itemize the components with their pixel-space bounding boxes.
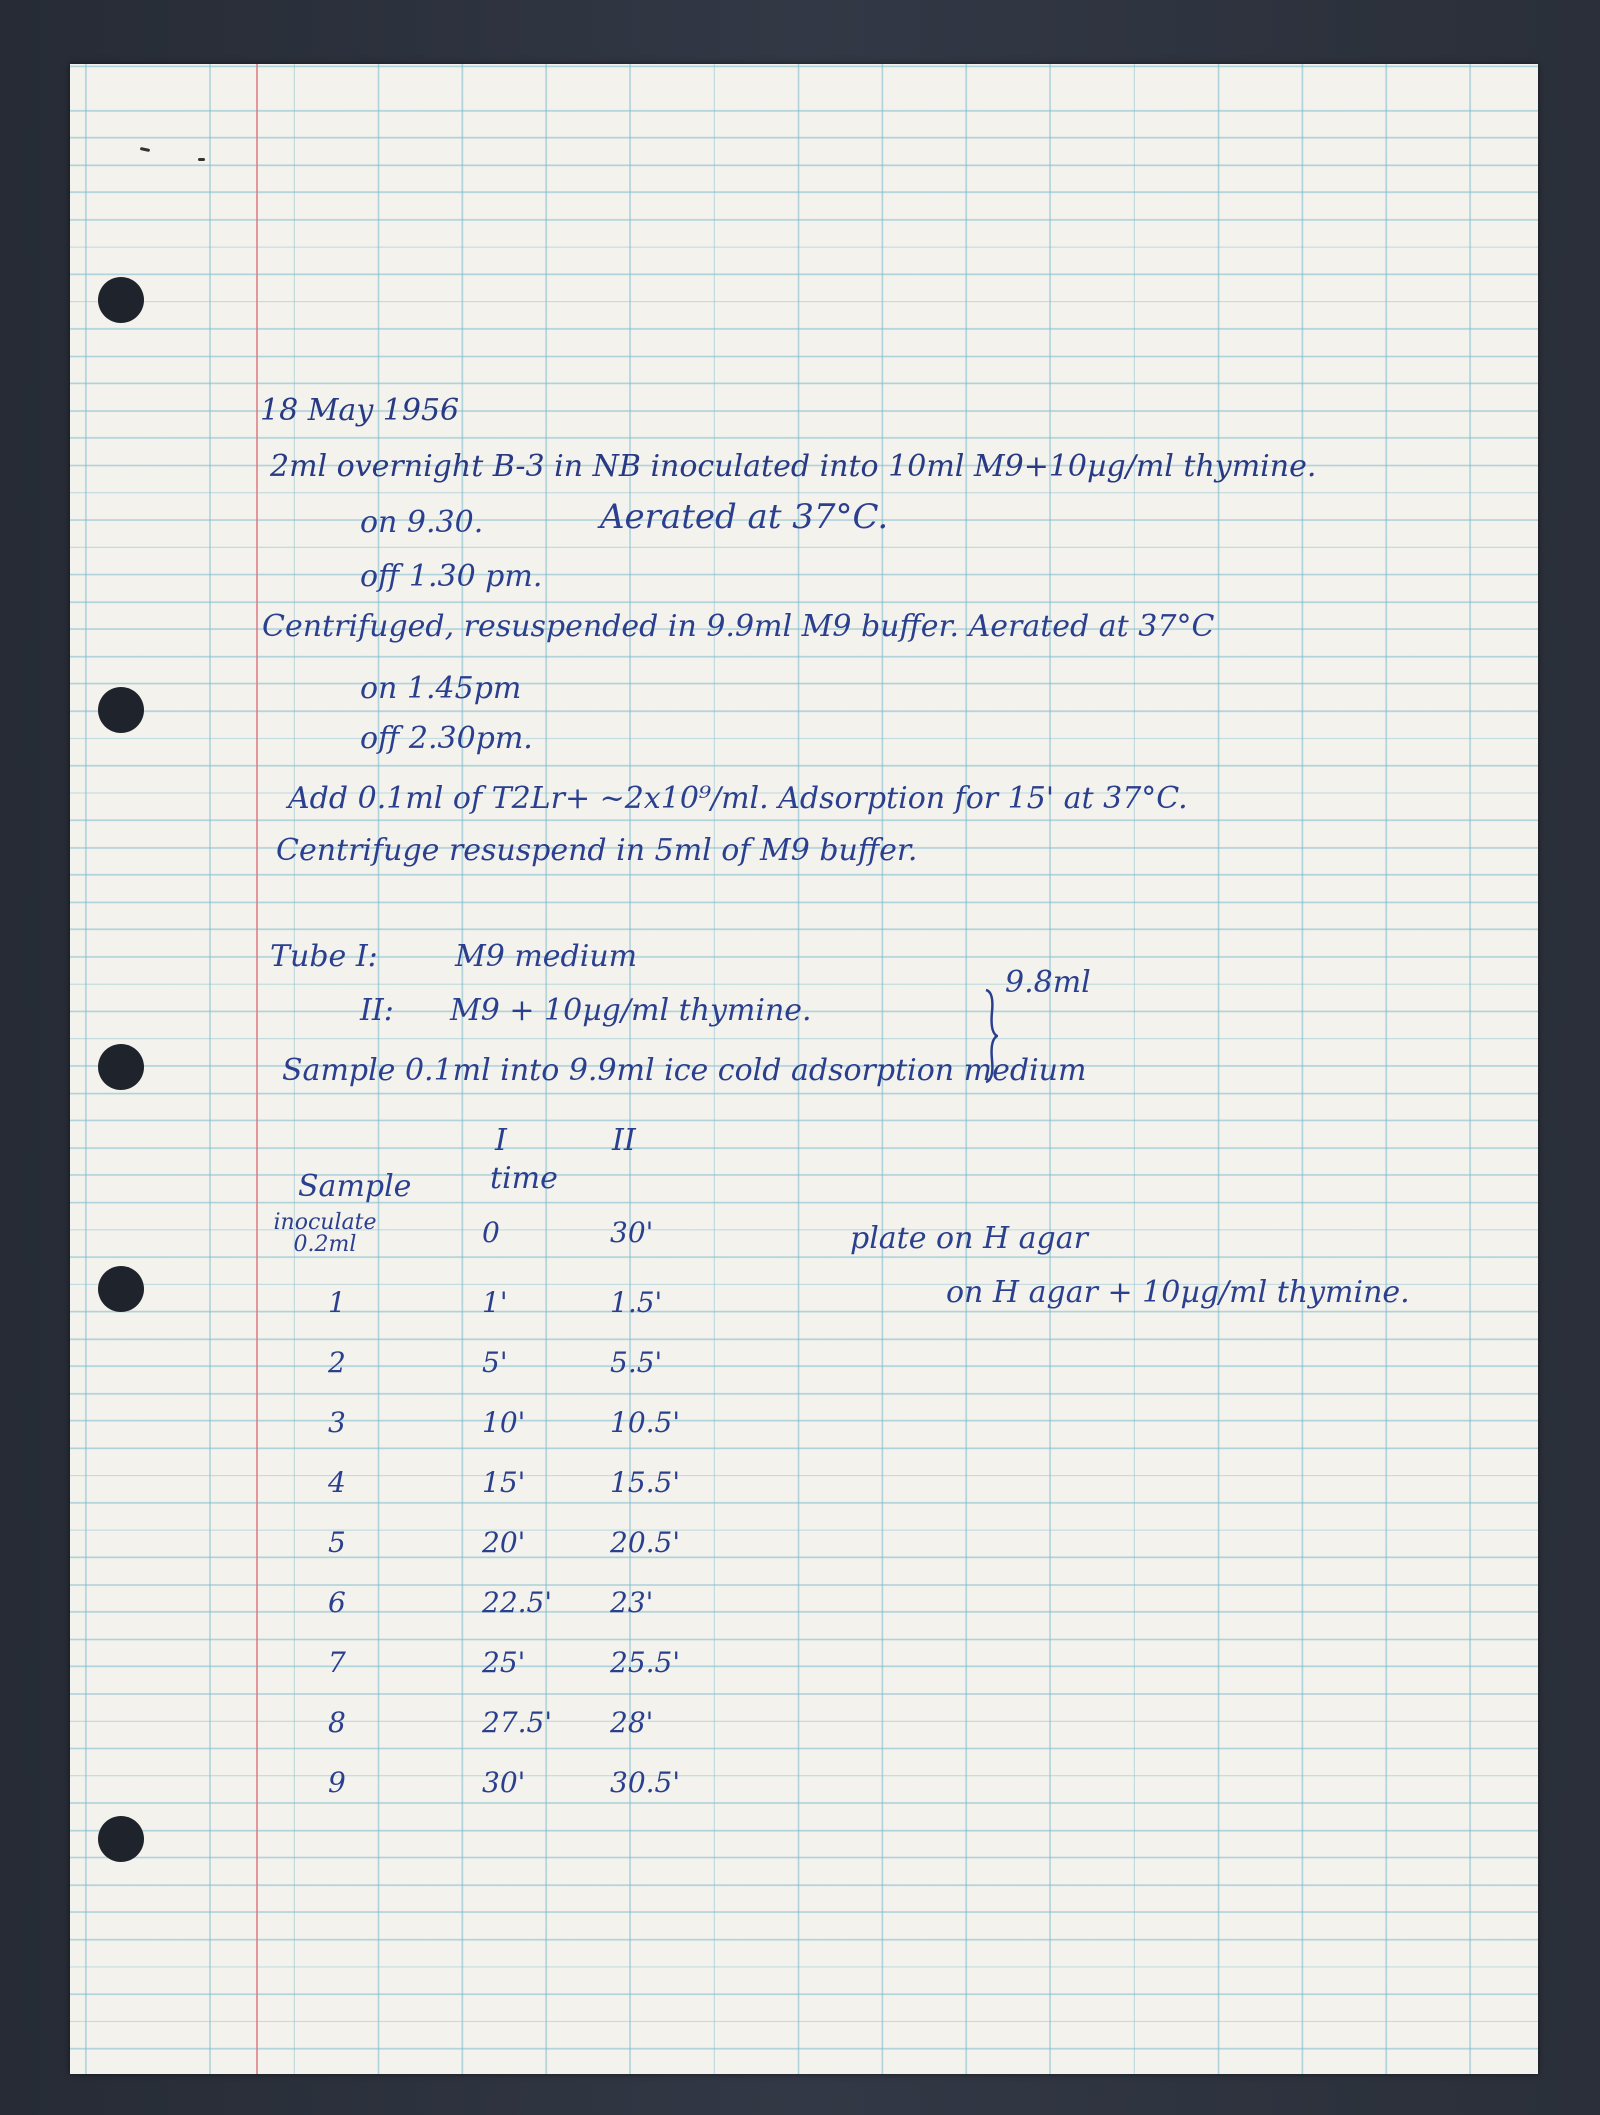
note-line-2b: Aerated at 37°C. bbox=[600, 497, 889, 537]
table-cell-time-I: 15' bbox=[482, 1466, 526, 1499]
punch-hole bbox=[98, 1266, 144, 1312]
sample-line: Sample 0.1ml into 9.9ml ice cold adsorption medium bbox=[282, 1053, 1087, 1088]
note-line-4: Centrifuged, resuspended in 9.9ml M9 buffer. Aerated at 37°C bbox=[262, 609, 1215, 644]
plating-line-1: plate on H agar bbox=[850, 1221, 1088, 1256]
col-time-header: time bbox=[490, 1161, 558, 1196]
note-line-7: Add 0.1ml of T2Lr+ ~2x10⁹/ml. Adsorption for 15' at 37°C. bbox=[288, 781, 1188, 816]
table-cell-time-II: 30.5' bbox=[610, 1766, 681, 1799]
table-cell-time-I: 30' bbox=[482, 1766, 526, 1799]
punch-hole bbox=[98, 1044, 144, 1090]
table-cell-time-II: 5.5' bbox=[610, 1346, 663, 1379]
ink-speck bbox=[198, 158, 205, 161]
plating-line-2: on H agar + 10µg/ml thymine. bbox=[946, 1275, 1410, 1310]
table-cell-sample: 5 bbox=[328, 1526, 346, 1559]
table-cell-time-I: 25' bbox=[482, 1646, 526, 1679]
table-cell-sample: 8 bbox=[328, 1706, 346, 1739]
tube-1-content: M9 medium bbox=[455, 939, 638, 974]
ink-speck bbox=[140, 147, 150, 152]
col-sample-header: Sample bbox=[298, 1169, 412, 1204]
tube-2-label: II: bbox=[360, 993, 394, 1028]
col-II-header: II bbox=[612, 1123, 636, 1158]
notebook-page bbox=[70, 64, 1538, 2074]
table-cell-time-I: 5' bbox=[482, 1346, 508, 1379]
table-cell-sample: 3 bbox=[328, 1406, 346, 1439]
punch-hole bbox=[98, 687, 144, 733]
note-line-2a: on 9.30. bbox=[360, 505, 484, 540]
table-cell-time-II: 1.5' bbox=[610, 1286, 663, 1319]
punch-hole bbox=[98, 277, 144, 323]
table-cell-time-II: 25.5' bbox=[610, 1646, 681, 1679]
tube-volume: 9.8ml bbox=[1005, 965, 1091, 1000]
table-cell-sample: 1 bbox=[328, 1286, 346, 1319]
table-cell-sample: 4 bbox=[328, 1466, 346, 1499]
table-cell-time-I: 10' bbox=[482, 1406, 526, 1439]
table-cell-time-II: 15.5' bbox=[610, 1466, 681, 1499]
col-inoculate-header: inoculate 0.2ml bbox=[273, 1210, 377, 1257]
table-cell-time-I: 27.5' bbox=[482, 1706, 553, 1739]
note-line-1: 2ml overnight B-3 in NB inoculated into 10ml M9+10µg/ml thymine. bbox=[270, 449, 1317, 484]
note-line-8: Centrifuge resuspend in 5ml of M9 buffer. bbox=[276, 833, 918, 868]
table-cell-sample: 6 bbox=[328, 1586, 346, 1619]
col-I-header: I bbox=[495, 1123, 507, 1158]
table-cell-time-I: 22.5' bbox=[482, 1586, 553, 1619]
table-cell-time-II: 20.5' bbox=[610, 1526, 681, 1559]
table-cell-time-II: 10.5' bbox=[610, 1406, 681, 1439]
table-cell-time-II: 23' bbox=[610, 1586, 654, 1619]
punch-hole bbox=[98, 1816, 144, 1862]
margin-line bbox=[256, 64, 258, 2074]
table-cell-sample: 9 bbox=[328, 1766, 346, 1799]
tube-label: Tube I: bbox=[270, 939, 378, 974]
tube-2-content: M9 + 10µg/ml thymine. bbox=[450, 993, 812, 1028]
table-cell-sample: 7 bbox=[328, 1646, 346, 1679]
note-line-5: on 1.45pm bbox=[360, 671, 522, 706]
entry-date: 18 May 1956 bbox=[260, 393, 460, 428]
table-cell-time-II: 30' bbox=[610, 1216, 654, 1249]
table-cell-time-I: 0 bbox=[482, 1216, 500, 1249]
table-cell-time-I: 20' bbox=[482, 1526, 526, 1559]
note-line-6: off 2.30pm. bbox=[360, 721, 533, 756]
table-cell-time-I: 1' bbox=[482, 1286, 508, 1319]
note-line-3: off 1.30 pm. bbox=[360, 559, 543, 594]
table-cell-sample: 2 bbox=[328, 1346, 346, 1379]
table-cell-time-II: 28' bbox=[610, 1706, 654, 1739]
